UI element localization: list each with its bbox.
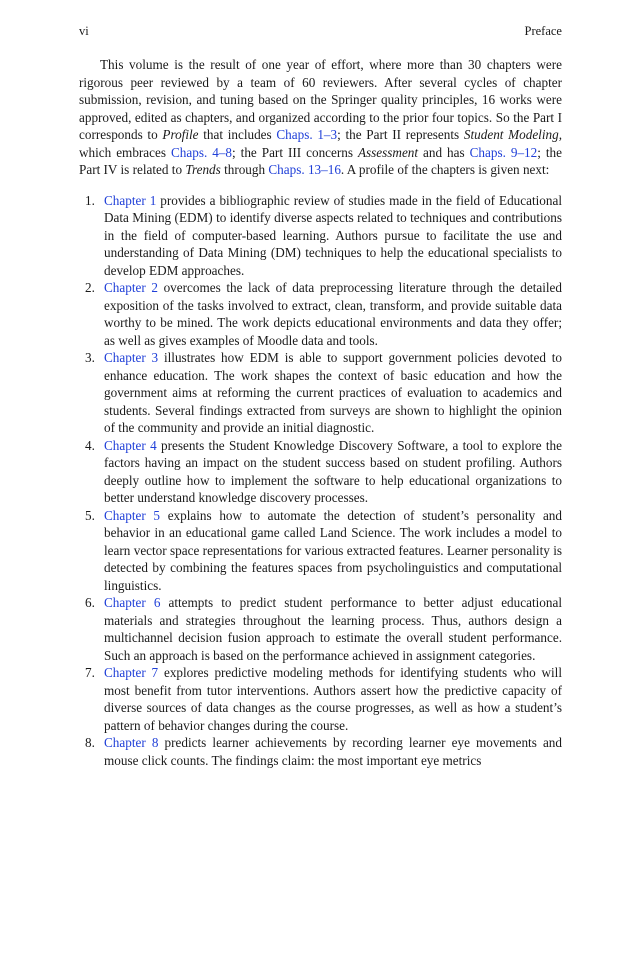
item-number: 2. <box>85 280 95 295</box>
page-number: vi <box>79 24 89 38</box>
intro-text: . A profile of the chapters is given next: <box>340 162 550 177</box>
item-number: 3. <box>85 350 95 365</box>
intro-text: and has <box>418 144 470 160</box>
part-title-trends: Trends <box>185 162 221 177</box>
item-text: explains how to automate the detection of student’s personality and behavior in an educational game called Land Science. The work includes a model to learn vector space representations for various extracted features. Learner personality is detected by combining the features spaces from psycholinguistics and computational linguistics. <box>104 507 562 593</box>
intro-text: ; the Part IV is related to <box>79 144 563 177</box>
item-number: 8. <box>85 735 95 750</box>
part-title-student-modeling: Student Modeling, <box>463 127 562 142</box>
intro-text: ; the Part III concerns <box>232 144 358 160</box>
part-title-assessment: Assessment <box>357 144 419 160</box>
chapter-link[interactable]: Chapter 8 <box>104 735 159 750</box>
item-text: illustrates how EDM is able to support government policies devoted to enhance education. The work shapes the context of basic education and how the government aims at reforming the current practices of evaluation to academics and students. Several findings extracted from surveys are shown to highlight the opinion of the community and provide an initial diagnostic. <box>104 350 562 435</box>
item-number: 6. <box>85 595 95 610</box>
chapters-link-part3[interactable]: Chaps. 9–12 <box>469 144 538 160</box>
list-item <box>79 594 562 664</box>
item-number: 4. <box>85 437 95 453</box>
item-text: overcomes the lack of data preprocessing literature through the detailed exposition of the tasks involved to extract, clean, transform, and provide suitable data worthy to be mined. The work depicts educational environments and data they offer; as well as gives examples of Moodle data and tools. <box>104 280 563 348</box>
item-text: presents the Student Knowledge Discovery Software, a tool to explore the factors having an impact on the student success based on student profiling. Authors deeply outline how to implement the software to help educational organizations to better understand knowledge discovery processes. <box>104 437 563 505</box>
item-number: 1. <box>85 192 95 208</box>
list-item <box>79 437 562 507</box>
chapter-link[interactable]: Chapter 3 <box>104 350 159 365</box>
body-text <box>79 56 562 769</box>
chapter-link[interactable]: Chapter 4 <box>104 437 157 453</box>
chapters-link-part2[interactable]: Chaps. 4–8 <box>170 144 233 160</box>
intro-text: through <box>220 162 269 177</box>
chapter-link[interactable]: Chapter 2 <box>104 280 158 295</box>
item-number: 7. <box>85 665 95 680</box>
running-header <box>79 24 562 39</box>
chapter-list <box>79 192 562 770</box>
chapters-link-part4[interactable]: Chaps. 13–16 <box>268 162 341 177</box>
chapters-link-part1[interactable]: Chaps. 1–3 <box>276 127 338 142</box>
list-item <box>79 279 562 349</box>
part-title-profile: Profile <box>162 127 199 142</box>
intro-text: This volume is the result of one year of effort, where more than 30 chapters were rigorous peer reviewed by a team of 60 reviewers. After several cycles of chapter submission, revision, and tuning based on the Springer quality principles, 16 works were approved, edited as chapters, and organized according to the prior four topics. So the Part I corresponds to <box>79 57 562 142</box>
list-item <box>79 507 562 595</box>
chapter-link[interactable]: Chapter 6 <box>104 595 161 610</box>
list-item <box>79 664 562 734</box>
item-text: explores predictive modeling methods for identifying students who will most benefit from tutor interventions. Authors assert how the predictive capacity of diverse sources of data changes as the course progresses, as well as how a student’s pattern of behavior changes during the course. <box>104 665 562 733</box>
intro-text: which embraces <box>79 144 171 160</box>
item-text: attempts to predict student performance to better adjust educational materials and strategies throughout the learning process. Thus, authors design a multichannel decision fusion approach to estimate the overall student performance. Such an approach is based on the performance achieved in assignment categories. <box>104 595 562 663</box>
item-text: provides a bibliographic review of studies made in the field of Educational Data Mining (EDM) to identify diverse aspects related to techniques and contributions in the field of computer-based learning. Authors pursue to facilitate the use and understanding of Data Mining (DM) techniques to help the educational specialists to develop EDM approaches. <box>104 192 562 278</box>
chapter-link[interactable]: Chapter 7 <box>104 665 159 680</box>
running-title: Preface <box>524 24 562 38</box>
item-number: 5. <box>85 507 95 523</box>
list-item <box>79 192 562 280</box>
item-text: predicts learner achievements by recording learner eye movements and mouse click counts. The findings claim: the most important eye metrics <box>104 735 562 768</box>
list-item <box>79 734 562 769</box>
intro-paragraph <box>79 56 562 179</box>
chapter-link[interactable]: Chapter 1 <box>104 192 157 208</box>
intro-text: that includes <box>198 127 277 142</box>
intro-text: ; the Part II represents <box>337 127 464 142</box>
chapter-link[interactable]: Chapter 5 <box>104 507 161 523</box>
list-item <box>79 349 562 437</box>
